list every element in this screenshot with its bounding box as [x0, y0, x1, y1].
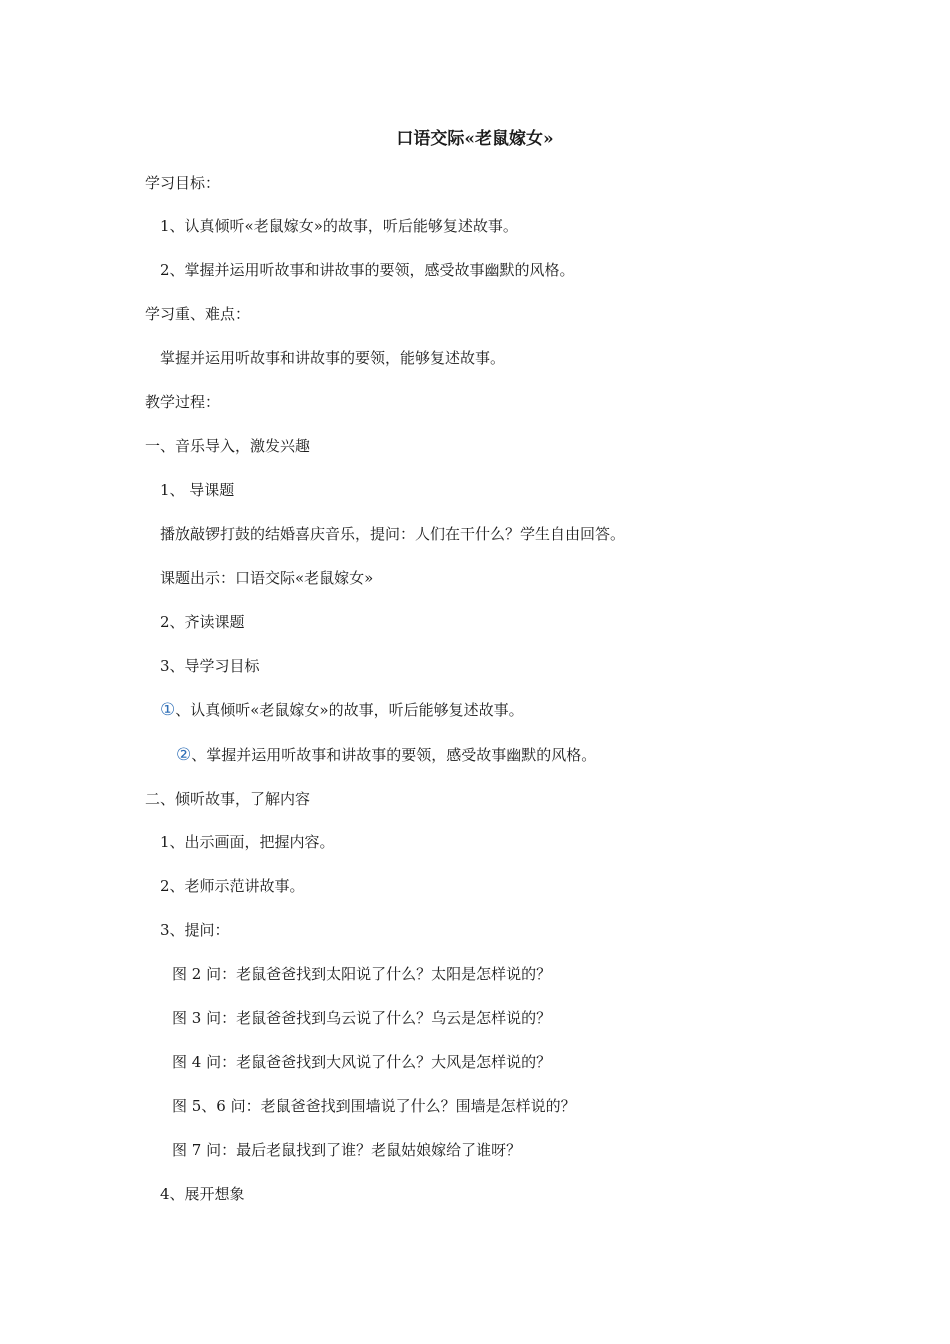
goal-item-2: 2、掌握并运用听故事和讲故事的要领，感受故事幽默的风格。 — [160, 261, 575, 279]
question-picture-5-6: 图 5、6 问：老鼠爸爸找到围墙说了什么？围墙是怎样说的？ — [172, 1097, 576, 1115]
heading-teaching-process: 教学过程： — [145, 393, 221, 411]
goal-item-1: 1、认真倾听«老鼠嫁女»的故事，听后能够复述故事。 — [160, 217, 518, 235]
step-guide-goals: 3、导学习目标 — [160, 657, 260, 675]
heading-key-points: 学习重、难点： — [145, 305, 251, 323]
document-title: 口语交际«老鼠嫁女» — [396, 129, 554, 149]
question-picture-4: 图 4 问：老鼠爸爸找到大风说了什么？大风是怎样说的？ — [172, 1053, 552, 1071]
circled-number-one: ① — [160, 700, 176, 720]
section-two-heading: 二、倾听故事，了解内容 — [145, 790, 311, 808]
music-prompt-text: 播放敲锣打鼓的结婚喜庆音乐，提问：人们在干什么？学生自由回答。 — [160, 525, 626, 543]
circled-goal-2-text: 、掌握并运用听故事和讲故事的要领，感受故事幽默的风格。 — [191, 746, 597, 764]
section-one-heading: 一、音乐导入，激发兴趣 — [145, 437, 311, 455]
step-read-topic: 2、齐读课题 — [160, 613, 245, 631]
circled-number-two: ② — [176, 745, 192, 765]
step-intro-topic: 1、 导课题 — [160, 481, 235, 499]
question-picture-7: 图 7 问：最后老鼠找到了谁？老鼠姑娘嫁给了谁呀？ — [172, 1141, 522, 1159]
key-points-text: 掌握并运用听故事和讲故事的要领，能够复述故事。 — [160, 349, 506, 367]
step-teacher-story: 2、老师示范讲故事。 — [160, 877, 305, 895]
step-imagination: 4、展开想象 — [160, 1185, 245, 1203]
circled-goal-1-text: 、认真倾听«老鼠嫁女»的故事，听后能够复述故事。 — [175, 701, 524, 719]
circled-goal-2 — [176, 745, 596, 765]
question-picture-3: 图 3 问：老鼠爸爸找到乌云说了什么？乌云是怎样说的？ — [172, 1009, 552, 1027]
step-questions: 3、提问： — [160, 921, 230, 939]
step-show-picture: 1、出示画面，把握内容。 — [160, 833, 335, 851]
heading-learning-goals: 学习目标： — [145, 174, 221, 192]
question-picture-2: 图 2 问：老鼠爸爸找到太阳说了什么？太阳是怎样说的？ — [172, 965, 552, 983]
topic-display-text: 课题出示：口语交际«老鼠嫁女» — [160, 569, 374, 587]
circled-goal-1 — [160, 700, 524, 720]
